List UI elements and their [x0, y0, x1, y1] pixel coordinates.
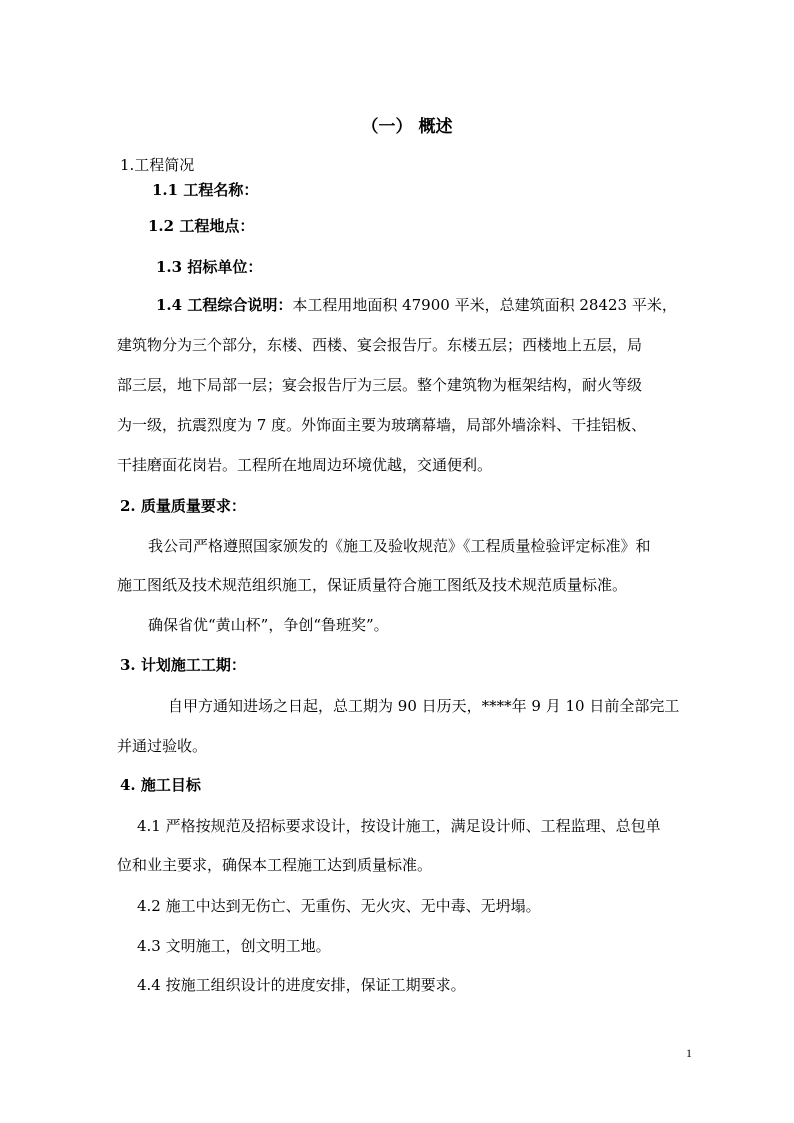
section-2-paragraph-line: 我公司严格遵照国家颁发的《施工及验收规范》《工程质量检验评定标准》和 [148, 537, 651, 555]
section-3-line: 并通过验收。 [117, 737, 208, 755]
item-1-4-line: 建筑物分为三个部分，东楼、西楼、宴会报告厅。东楼五层；西楼地上五层，局 [117, 336, 643, 354]
item-1-3-label: 1.3 招标单位： [156, 258, 263, 276]
section-2-paragraph-line: 施工图纸及技术规范组织施工，保证质量符合施工图纸及技术规范质量标准。 [117, 576, 628, 594]
item-1-4-line: 为一级，抗震烈度为 7 度。外饰面主要为玻璃幕墙，局部外墙涂料、干挂铝板、 [117, 416, 647, 434]
item-1-4-line: 部三层，地下局部一层；宴会报告厅为三层。整个建筑物为框架结构，耐火等级 [117, 376, 643, 394]
item-4-1-line: 位和业主要求，确保本工程施工达到质量标准。 [117, 856, 433, 874]
item-1-4-line: 干挂磨面花岗岩。工程所在地周边环境优越，交通便利。 [117, 456, 493, 474]
section-2-heading: 2. 质量质量要求： [120, 497, 246, 515]
item-1-4-first-line [156, 295, 677, 315]
item-1-1-label: 1.1 工程名称： [152, 181, 259, 199]
item-4-3-line: 4.3 文明施工，创文明工地。 [137, 937, 331, 955]
section-2-award-line: 确保省优“黄山杯”，争创“鲁班奖”。 [148, 616, 389, 634]
item-4-1-line: 4.1 严格按规范及招标要求设计，按设计施工，满足设计师、工程监理、总包单 [137, 817, 661, 835]
section-1-heading: 1.工程简况 [120, 156, 195, 174]
item-1-4-label: 1.4 工程综合说明： [156, 296, 293, 314]
item-1-2-label: 1.2 工程地点： [148, 217, 255, 235]
item-1-4-text-first: 本工程用地面积 47900 平米，总建筑面积 28423 平米， [292, 296, 677, 314]
item-4-2-line: 4.2 施工中达到无伤亡、无重伤、无火灾、无中毒、无坍塌。 [137, 897, 541, 915]
item-4-4-line: 4.4 按施工组织设计的进度安排，保证工期要求。 [137, 976, 466, 994]
page-number: 1 [686, 1046, 692, 1060]
section-3-line: 自甲方通知进场之日起，总工期为 90 日历天，****年 9 月 10 日前全部完工 [168, 697, 680, 715]
page-title: （一） 概述 [361, 117, 453, 137]
section-4-heading: 4. 施工目标 [120, 776, 201, 794]
section-3-heading: 3. 计划施工工期： [120, 656, 246, 674]
